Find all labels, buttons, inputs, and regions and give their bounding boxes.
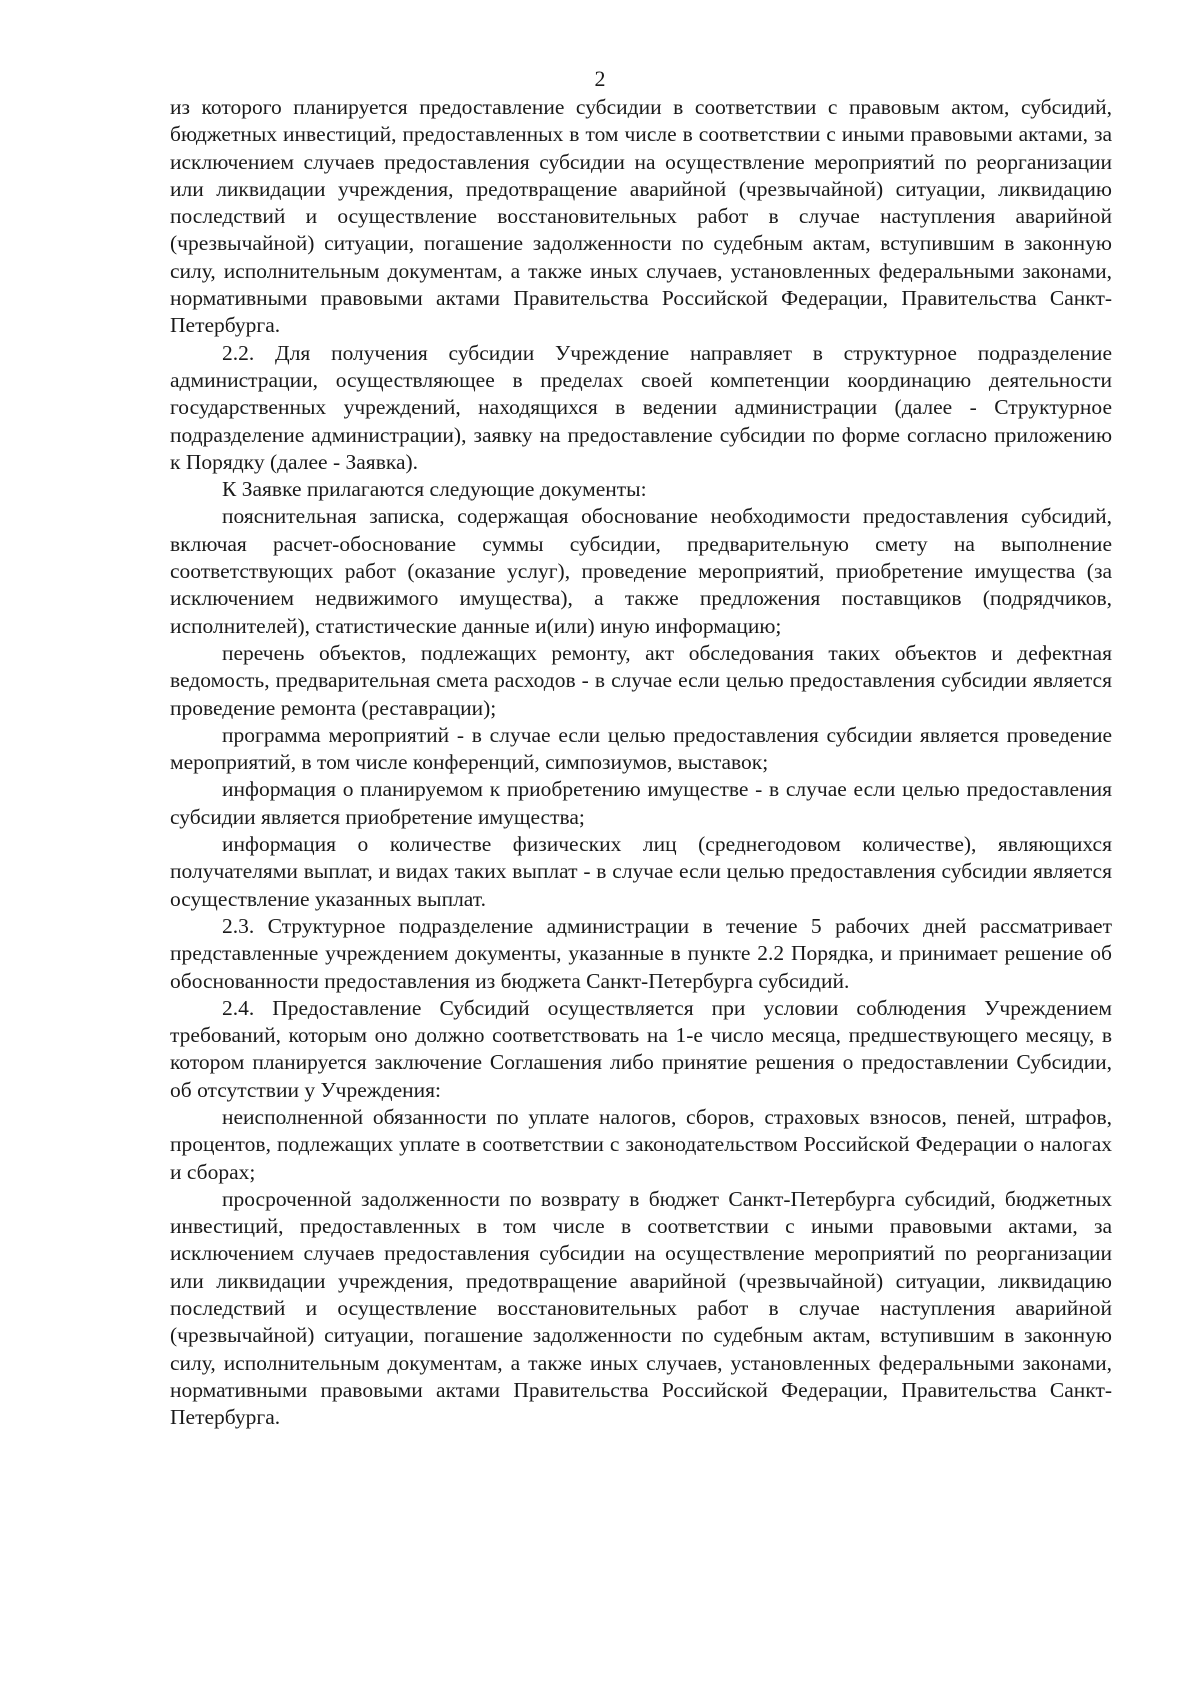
document-body bbox=[170, 94, 1112, 1432]
paragraph: К Заявке прилагаются следующие документы: bbox=[222, 477, 647, 502]
paragraph: пояснительная записка, содержащая обоснование необходимости предоставления субсидий, включая расчет-обоснование суммы субсидии, предварительную смету на выполнение соответствующих работ (оказание услуг), проведение мероприятий, приобретение имущества (за исключением недвижимого имущества), а также предложения поставщиков (подрядчиков, исполнителей), статистические данные и(или) иную информацию; bbox=[170, 504, 1112, 638]
paragraph: перечень объектов, подлежащих ремонту, акт обследования таких объектов и дефектная ведомость, предварительная смета расходов - в случае если целью предоставления субсидии является проведение ремонта (реставрации); bbox=[170, 640, 1112, 720]
paragraph: 2.4. Предоставление Субсидий осуществляется при условии соблюдения Учреждением требований, которым оно должно соответствовать на 1-е число месяца, предшествующего месяцу, в котором планируется заключение Соглашения либо принятие решения о предоставлении Субсидии, об отсутствии у Учреждения: bbox=[170, 995, 1112, 1102]
page-number: 2 bbox=[594, 66, 606, 91]
paragraph: программа мероприятий - в случае если целью предоставления субсидии является проведение мероприятий, в том числе конференций, симпозиумов, выставок; bbox=[170, 722, 1112, 775]
paragraph: из которого планируется предоставление субсидии в соответствии с правовым актом, субсидий, бюджетных инвестиций, предоставленных в том числе в соответствии с иными правовыми актами, за исключением случаев предоставления субсидии на осуществление мероприятий по реорганизации или ликвидации учреждения, предотвращение аварийной (чрезвычайной) ситуации, ликвидацию последствий и осуществление восстановительных работ в случае наступления аварийной (чрезвычайной) ситуации, погашение задолженности по судебным актам, вступившим в законную силу, исполнительным документам, а также иных случаев, установленных федеральными законами, нормативными правовыми актами Правительства Российской Федерации, Правительства Санкт-Петербурга. bbox=[170, 95, 1112, 338]
paragraph: просроченной задолженности по возврату в бюджет Санкт-Петербурга субсидий, бюджетных инвестиций, предоставленных в том числе в соответствии с иными правовыми актами, за исключением случаев предоставления субсидии на осуществление мероприятий по реорганизации или ликвидации учреждения, предотвращение аварийной (чрезвычайной) ситуации, ликвидацию последствий и осуществление восстановительных работ в случае наступления аварийной (чрезвычайной) ситуации, погашение задолженности по судебным актам, вступившим в законную силу, исполнительным документам, а также иных случаев, установленных федеральными законами, нормативными правовыми актами Правительства Российской Федерации, Правительства Санкт-Петербурга. bbox=[170, 1186, 1112, 1430]
paragraph: информация о количестве физических лиц (среднегодовом количестве), являющихся получателями выплат, и видах таких выплат - в случае если целью предоставления субсидии является осуществление указанных выплат. bbox=[170, 832, 1112, 911]
paragraph: неисполненной обязанности по уплате налогов, сборов, страховых взносов, пеней, штрафов, процентов, подлежащих уплате в соответствии с законодательством Российской Федерации о налогах и сборах; bbox=[170, 1104, 1112, 1184]
paragraph: 2.2. Для получения субсидии Учреждение направляет в структурное подразделение администрации, осуществляющее в пределах своей компетенции координацию деятельности государственных учреждений, находящихся в ведении администрации (далее - Структурное подразделение администрации), заявку на предоставление субсидии по форме согласно приложению к Порядку (далее - Заявка). bbox=[170, 340, 1112, 474]
paragraph: 2.3. Структурное подразделение администрации в течение 5 рабочих дней рассматривает представленные учреждением документы, указанные в пункте 2.2 Порядка, и принимает решение об обоснованности предоставления из бюджета Санкт-Петербурга субсидий. bbox=[170, 913, 1112, 993]
paragraph: информация о планируемом к приобретению имуществе - в случае если целью предоставления субсидии является приобретение имущества; bbox=[170, 777, 1112, 829]
